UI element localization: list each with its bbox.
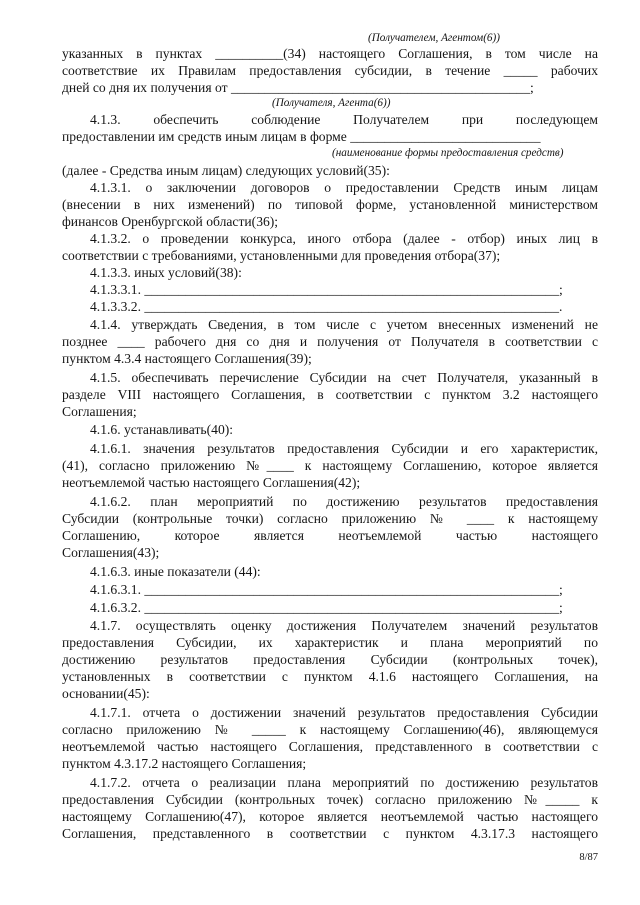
text-line: 4.1.6.3.1. _____________________________________________________________; — [90, 582, 563, 597]
text-line: Соглашения, представленного в соответствии с пунктом 4.3.17.3 настоящего — [62, 826, 598, 841]
text-line: 4.1.3.1. о заключении договоров о предоставлении Средств иным лицам — [90, 180, 598, 195]
text-line: 4.1.6. устанавливать(40): — [90, 422, 234, 437]
text-line: Субсидии (контрольные точки) согласно приложению № ____ к настоящему — [62, 511, 598, 526]
text-line: 4.1.3.3.1. _____________________________________________________________; — [90, 282, 563, 297]
page-number: 8/87 — [579, 852, 598, 863]
text-line: 4.1.3.3. иных условий(38): — [90, 265, 242, 280]
text-line: 4.1.6.3.2. _____________________________________________________________; — [90, 600, 563, 615]
text-line: достижению результатов предоставления Субсидии (контрольных точек), — [62, 652, 598, 667]
text-line: соответствие их Правилам предоставления субсидии, в течение _____ рабочих — [62, 63, 598, 78]
text-line: 4.1.7.1. отчета о достижении значений результатов предоставления Субсидии — [90, 705, 598, 720]
text-line: неотъемлемой частью настоящего Соглашения, представленного в соответствии с — [62, 739, 598, 754]
text-line: 4.1.6.2. план мероприятий по достижению результатов предоставления — [90, 494, 598, 509]
text-line: пунктом 4.3.17.2 настоящего Соглашения; — [62, 756, 307, 771]
text-line: 4.1.7. осуществлять оценку достижения Получателем значений результатов — [90, 618, 598, 633]
text-line: 4.1.3.2. о проведении конкурса, иного отбора (далее - отбор) иных лиц в — [90, 231, 598, 246]
text-line: указанных в пунктах __________(34) настоящего Соглашения, в том числе на — [62, 46, 598, 61]
text-line: 4.1.5. обеспечивать перечисление Субсидии на счет Получателя, указанный в — [90, 370, 598, 385]
text-line: согласно приложению № _____ к настоящему Соглашению(46), являющемуся — [62, 722, 598, 737]
text-line: предоставлении им средств иным лицам в форме ____________________________ — [62, 129, 541, 144]
text-line: 4.1.3. обеспечить соблюдение Получателем при последующем — [90, 112, 598, 127]
text-line: (далее - Средства иным лицам) следующих условий(35): — [62, 163, 390, 178]
text-line: (41), согласно приложению №____ к настоящему Соглашению, которое является — [62, 458, 598, 473]
text-line: разделе VIII настоящего Соглашения, в соответствии с пунктом 3.2 настоящего — [62, 387, 598, 402]
text-line: Соглашению, которое является неотъемлемой частью настоящего — [62, 528, 598, 543]
text-line: 4.1.4. утверждать Сведения, в том числе с учетом внесенных изменений не — [90, 317, 598, 332]
text-line: предоставления Субсидии (контрольных точек) согласно приложению №_____ к — [62, 792, 598, 807]
text-line: предоставления Субсидии, их характеристик и плана мероприятий по — [62, 635, 598, 650]
text-line: соответствии с требованиями, установленными для проведения отбора(37); — [62, 248, 501, 263]
note-recipient-agent: (Получателем, Агентом(6)) — [368, 32, 500, 44]
text-line: позднее ____ рабочего дня со дня и получения от Получателя в соответствии с — [62, 334, 598, 349]
text-line: 4.1.6.3. иные показатели (44): — [90, 564, 261, 579]
text-line: настоящему Соглашению(47), которое является неотъемлемой частью настоящего — [62, 809, 598, 824]
text-line: Соглашения; — [62, 404, 137, 419]
text-line: финансов Оренбургской области(36); — [62, 214, 279, 229]
text-line: установленных в соответствии с пунктом 4.1.6 настоящего Соглашения, на — [62, 669, 598, 684]
text-line: 4.1.6.1. значения результатов предоставления Субсидии и его характеристик, — [90, 441, 598, 456]
text-line: основании(45): — [62, 686, 150, 701]
note-recipient-agent-genitive: (Получателя, Агента(6)) — [272, 97, 391, 109]
text-line: 4.1.7.2. отчета о реализации плана мероприятий по достижению результатов — [90, 775, 598, 790]
text-line: Соглашения(43); — [62, 545, 160, 560]
text-line: 4.1.3.3.2. _____________________________________________________________. — [90, 299, 563, 314]
text-line: дней со дня их получения от ____________________________________________; — [62, 80, 534, 95]
text-line: пунктом 4.3.4 настоящего Соглашения(39); — [62, 351, 312, 366]
note-form-of-provision: (наименование формы предоставления средств) — [332, 147, 564, 159]
text-line: (внесении в них изменений) по типовой форме, установленной министерством — [62, 197, 598, 212]
text-line: неотъемлемой частью настоящего Соглашения(42); — [62, 475, 361, 490]
